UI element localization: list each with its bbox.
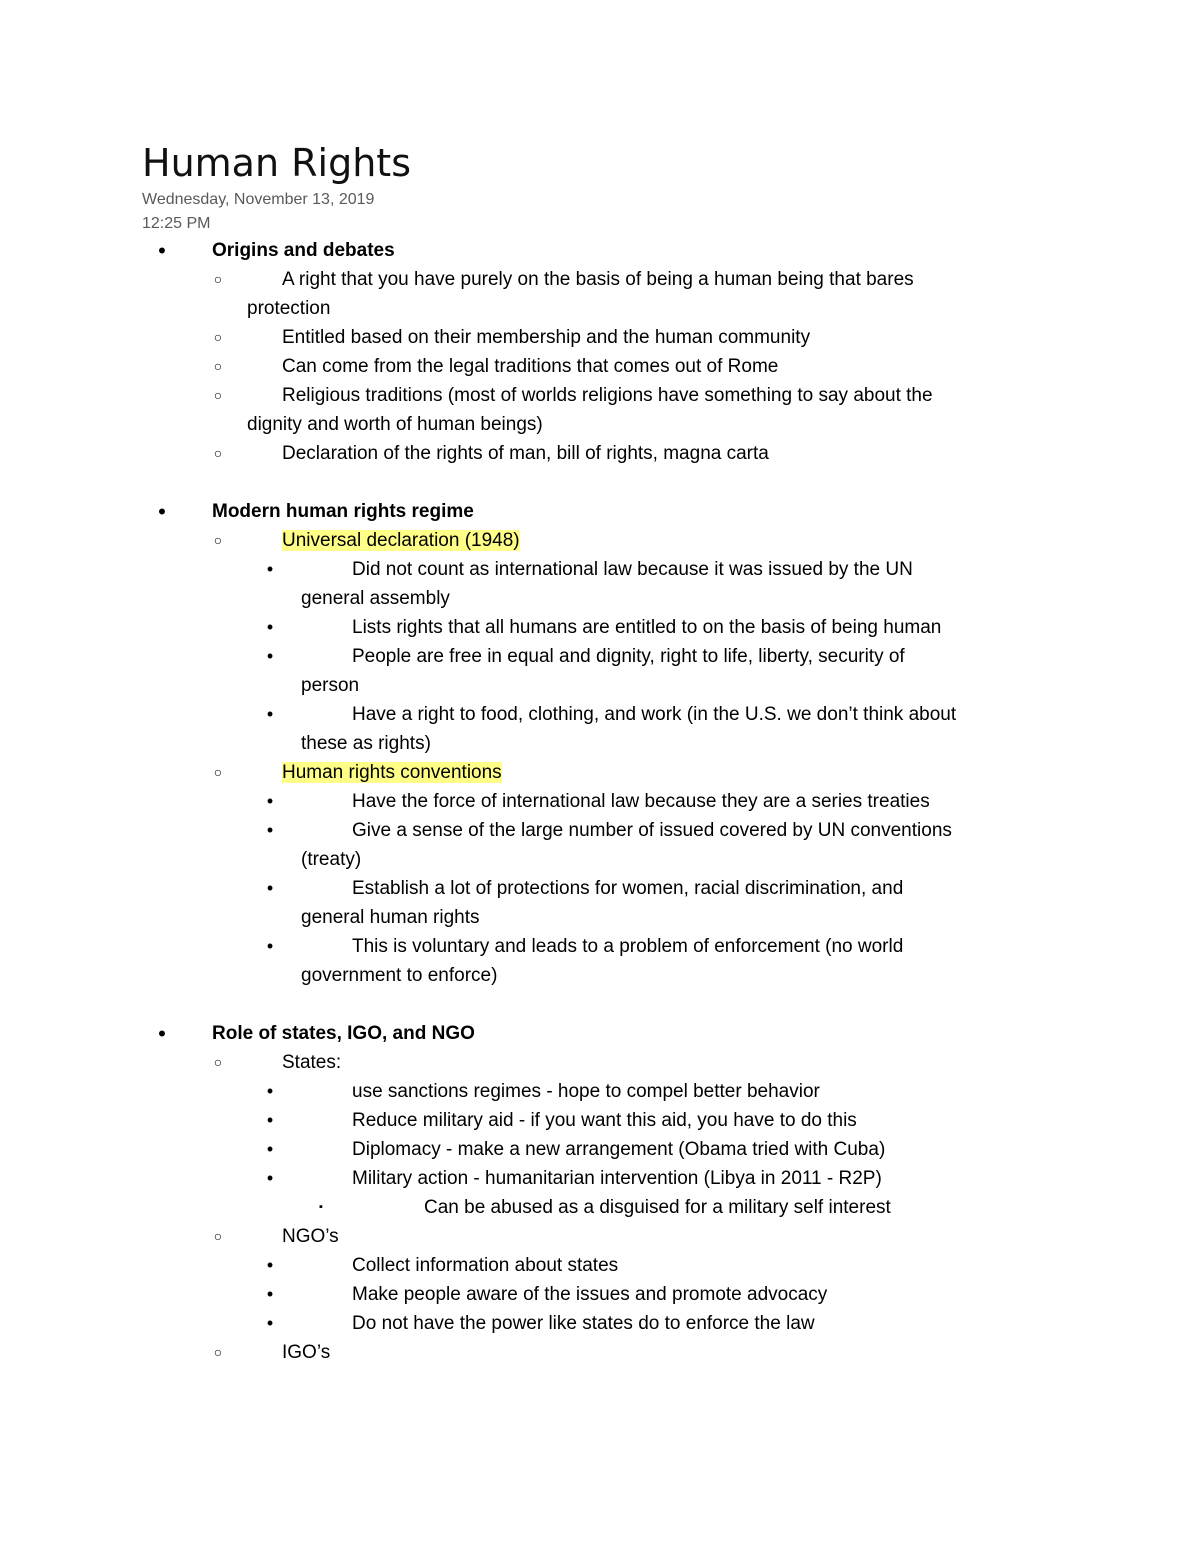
bullet-icon: •	[266, 820, 274, 840]
bullet-icon: •	[266, 704, 274, 724]
list-item-text: People are free in equal and dignity, right to life, liberty, security of	[352, 646, 905, 667]
circle-bullet-icon: ○	[213, 1054, 223, 1070]
bullet-icon: •	[158, 499, 166, 524]
circle-bullet-icon: ○	[213, 358, 223, 374]
list-item-continuation: general human rights	[301, 907, 480, 928]
note-date: Wednesday, November 13, 2019	[142, 191, 375, 208]
list-item-text: Can come from the legal traditions that comes out of Rome	[282, 356, 779, 377]
list-item-text: Lists rights that all humans are entitled to on the basis of being human	[352, 617, 942, 638]
circle-bullet-icon: ○	[213, 271, 223, 287]
circle-bullet-icon: ○	[213, 1228, 223, 1244]
section-heading: Modern human rights regime	[212, 501, 474, 522]
bullet-icon: •	[266, 617, 274, 637]
circle-bullet-icon: ○	[213, 764, 223, 780]
list-item-text: Reduce military aid - if you want this aid, you have to do this	[352, 1110, 857, 1131]
bullet-icon: •	[158, 238, 166, 263]
bullet-icon: •	[266, 936, 274, 956]
square-bullet-icon: ▪	[319, 1201, 323, 1213]
note-time: 12:25 PM	[142, 215, 211, 232]
list-item-text: Can be abused as a disguised for a military self interest	[424, 1197, 891, 1218]
list-item-text: Human rights conventions	[282, 762, 502, 783]
list-item-text: IGO’s	[282, 1342, 331, 1363]
list-item-continuation: these as rights)	[301, 733, 431, 754]
bullet-icon: •	[266, 559, 274, 579]
section-heading: Role of states, IGO, and NGO	[212, 1023, 475, 1044]
list-item-continuation: person	[301, 675, 360, 696]
bullet-icon: •	[266, 1110, 274, 1130]
circle-bullet-icon: ○	[213, 445, 223, 461]
list-item-text: Declaration of the rights of man, bill of rights, magna carta	[282, 443, 769, 464]
bullet-icon: •	[266, 1081, 274, 1101]
page-title: Human Rights	[142, 141, 411, 185]
list-item-continuation: government to enforce)	[301, 965, 498, 986]
list-item-text: Do not have the power like states do to enforce the law	[352, 1313, 815, 1334]
bullet-icon: •	[266, 1313, 274, 1333]
list-item-text: Give a sense of the large number of issued covered by UN conventions	[352, 820, 952, 841]
section-heading: Origins and debates	[212, 240, 395, 261]
list-item-text: Diplomacy - make a new arrangement (Obama tried with Cuba)	[352, 1139, 886, 1160]
list-item-text: This is voluntary and leads to a problem of enforcement (no world	[352, 936, 904, 957]
list-item-text: Universal declaration (1948)	[282, 530, 520, 551]
bullet-icon: •	[266, 878, 274, 898]
circle-bullet-icon: ○	[213, 532, 223, 548]
bullet-icon: •	[266, 791, 274, 811]
list-item-text: Did not count as international law because it was issued by the UN	[352, 559, 913, 580]
bullet-icon: •	[266, 1168, 274, 1188]
bullet-icon: •	[266, 1139, 274, 1159]
list-item-text: Collect information about states	[352, 1255, 619, 1276]
bullet-icon: •	[266, 1255, 274, 1275]
list-item-text: Entitled based on their membership and the human community	[282, 327, 811, 348]
circle-bullet-icon: ○	[213, 1344, 223, 1360]
list-item-text: States:	[282, 1052, 342, 1073]
list-item-text: Have a right to food, clothing, and work (in the U.S. we don’t think about	[352, 704, 957, 725]
list-item-text: A right that you have purely on the basis of being a human being that bares	[282, 269, 914, 290]
list-item-continuation: protection	[247, 298, 331, 319]
list-item-text: Make people aware of the issues and promote advocacy	[352, 1284, 828, 1305]
list-item-text: Military action - humanitarian intervention (Libya in 2011 - R2P)	[352, 1168, 882, 1189]
list-item-text: Establish a lot of protections for women, racial discrimination, and	[352, 878, 904, 899]
bullet-icon: •	[266, 1284, 274, 1304]
list-item-continuation: general assembly	[301, 588, 450, 609]
list-item-continuation: dignity and worth of human beings)	[247, 414, 543, 435]
bullet-icon: •	[158, 1021, 166, 1046]
bullet-icon: •	[266, 646, 274, 666]
circle-bullet-icon: ○	[213, 329, 223, 345]
circle-bullet-icon: ○	[213, 387, 223, 403]
list-item-text: NGO’s	[282, 1226, 339, 1247]
list-item-text: Have the force of international law because they are a series treaties	[352, 791, 930, 812]
list-item-text: use sanctions regimes - hope to compel better behavior	[352, 1081, 820, 1102]
list-item-text: Religious traditions (most of worlds religions have something to say about the	[282, 385, 933, 406]
list-item-continuation: (treaty)	[301, 849, 362, 870]
